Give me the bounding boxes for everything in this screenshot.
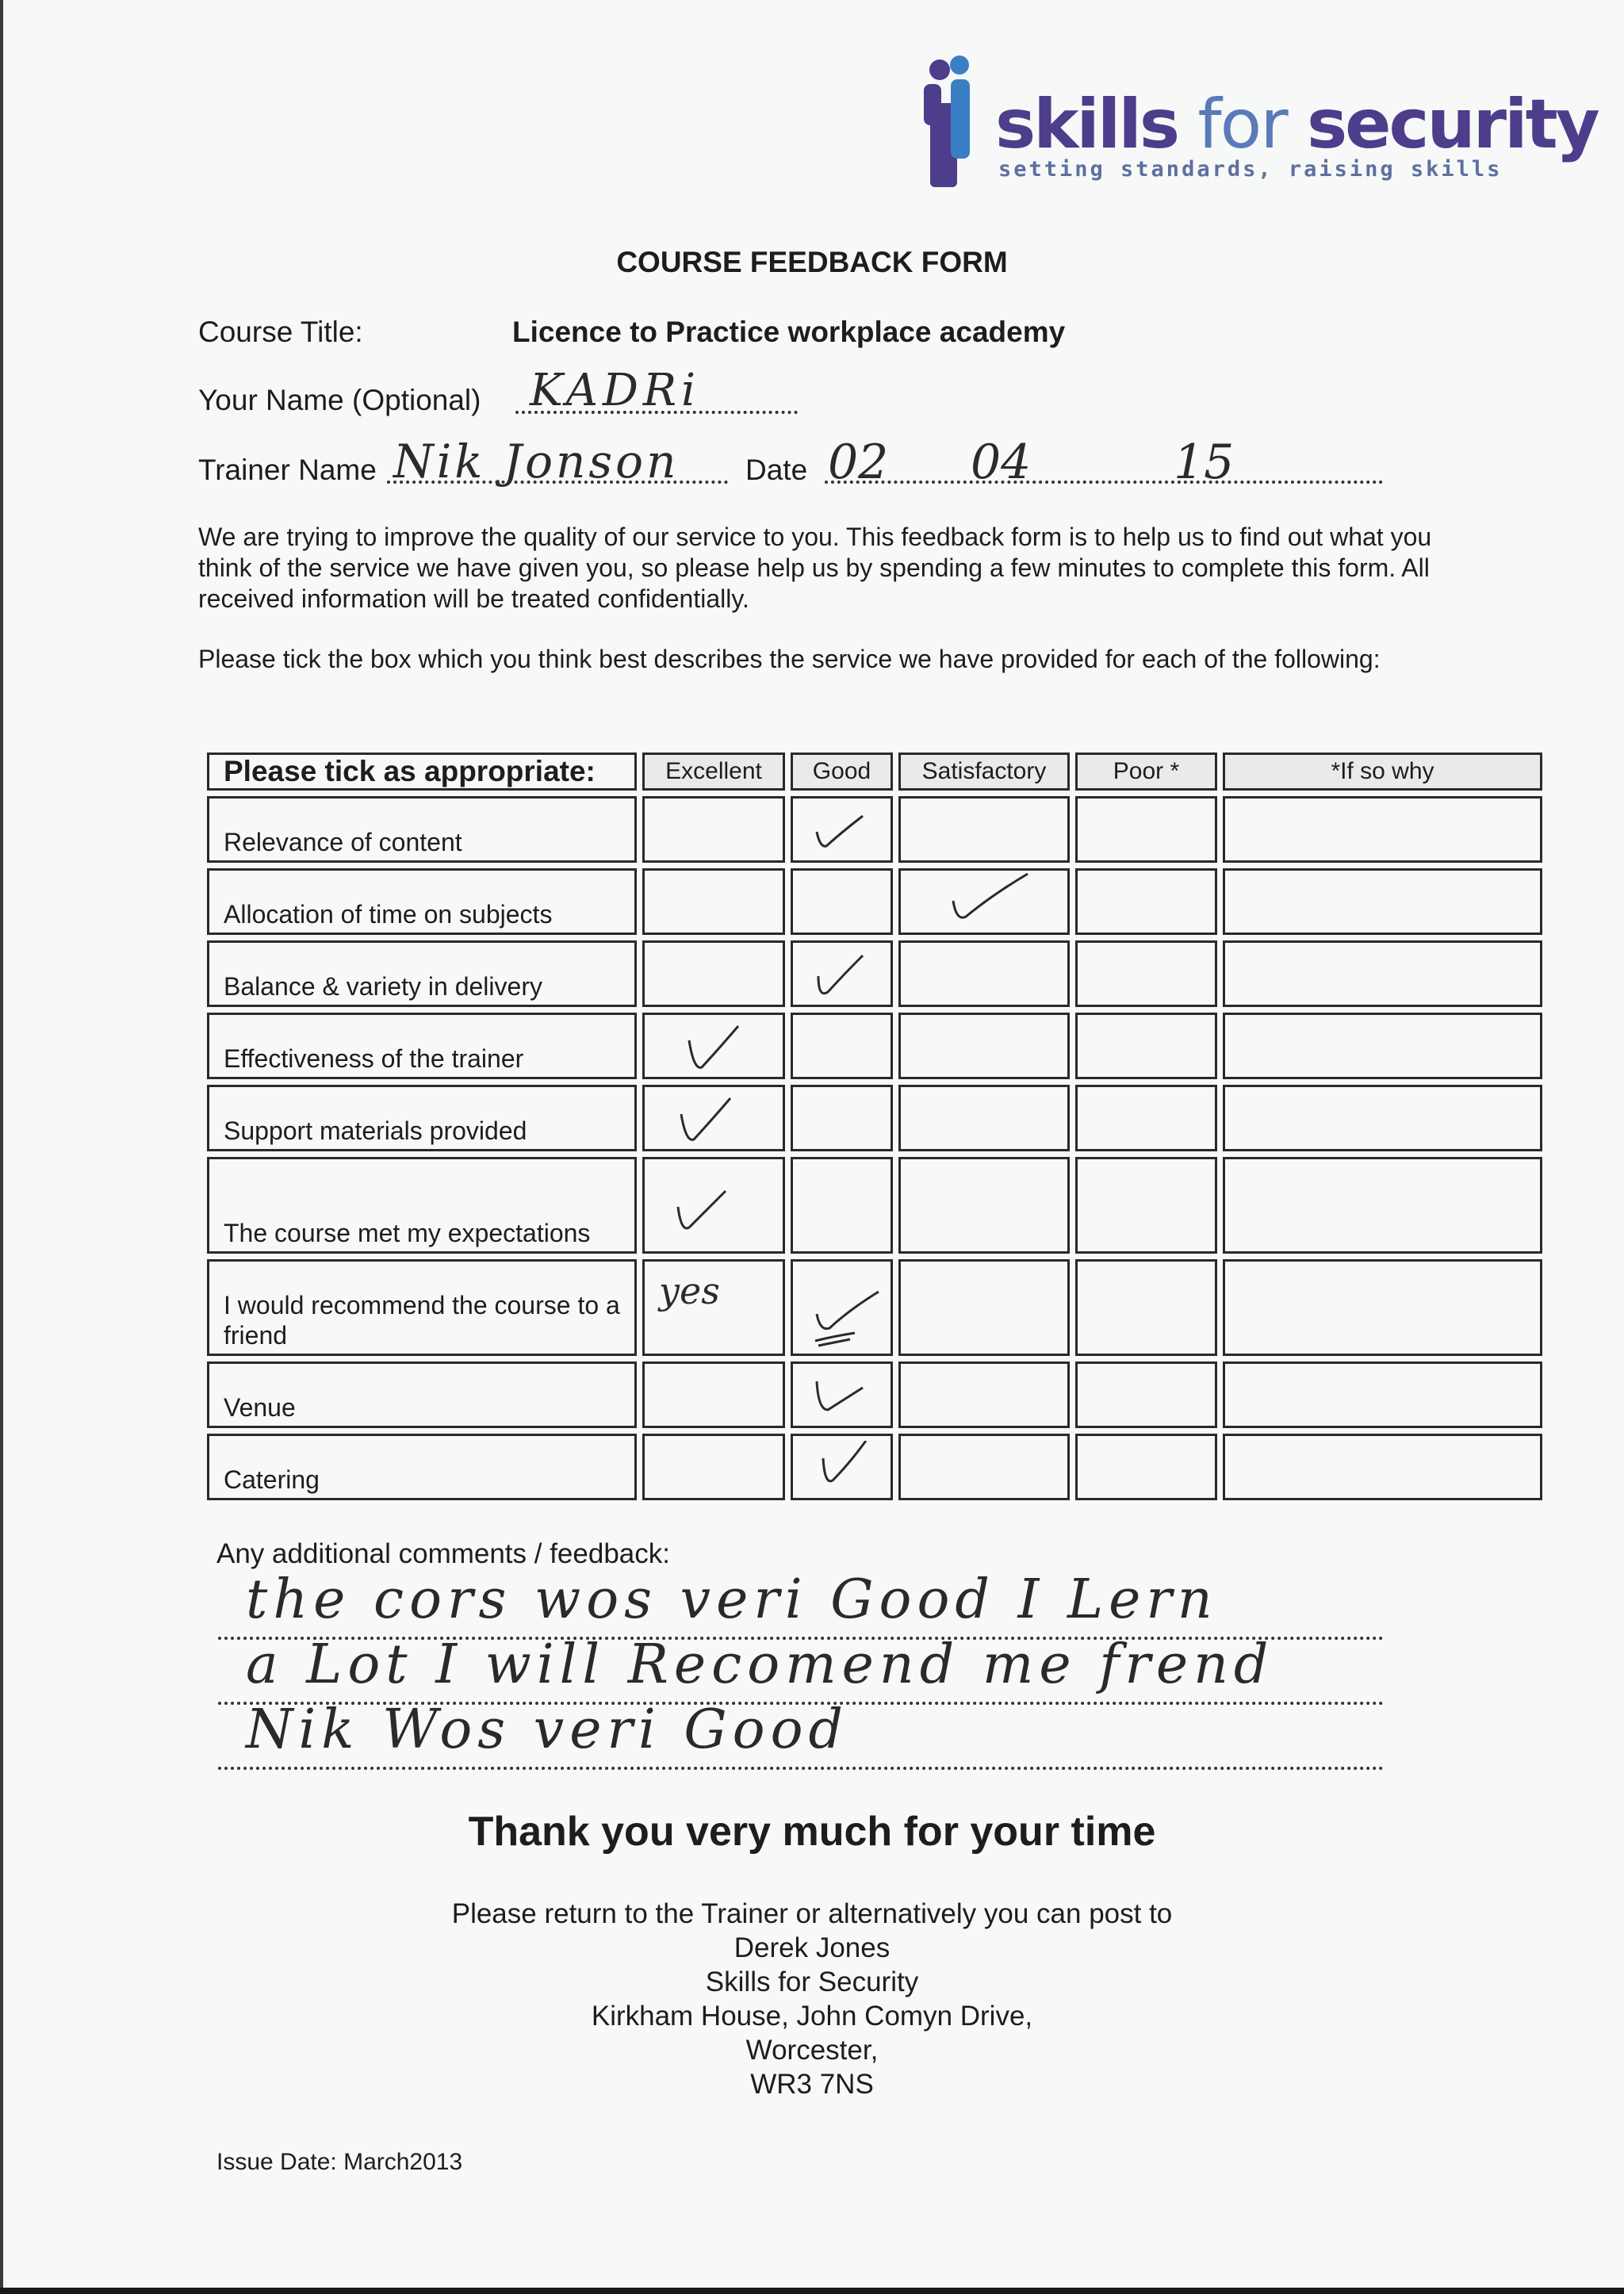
- table-row: [207, 1361, 1542, 1428]
- instruction-paragraph: Please tick the box which you think best describes the service we have provided for each of the following:: [198, 645, 1381, 673]
- cell-good[interactable]: [791, 940, 893, 1007]
- cell-if-so-why[interactable]: [1223, 868, 1542, 935]
- form-title: COURSE FEEDBACK FORM: [616, 246, 1008, 278]
- handwritten-yes: yes: [659, 1270, 720, 1312]
- cell-satisfactory[interactable]: [898, 940, 1070, 1007]
- comments-label: Any additional comments / feedback:: [216, 1538, 670, 1569]
- row-label-catering: Catering: [207, 1434, 637, 1500]
- cell-if-so-why[interactable]: [1223, 796, 1542, 863]
- row-label-met-expectations: The course met my expectations: [207, 1157, 637, 1254]
- cell-good[interactable]: [791, 1157, 893, 1254]
- cell-if-so-why[interactable]: [1223, 1361, 1542, 1428]
- header-tick-instruction: Please tick as appropriate:: [207, 753, 637, 791]
- comment-handwritten-line-3: Nik Wos veri Good: [246, 1698, 849, 1761]
- thank-you-heading: Thank you very much for your time: [468, 1809, 1156, 1855]
- cell-satisfactory[interactable]: [898, 1361, 1070, 1428]
- header-if-so-why: *If so why: [1223, 753, 1542, 791]
- trainer-name-label: Trainer Name: [198, 454, 377, 486]
- your-name-handwritten: KADRi: [530, 365, 700, 416]
- address-city: Worcester,: [745, 2035, 879, 2066]
- table-row: [207, 940, 1542, 1007]
- cell-poor[interactable]: [1075, 1434, 1217, 1500]
- your-name-label: Your Name (Optional): [198, 384, 481, 416]
- cell-satisfactory[interactable]: [898, 1013, 1070, 1079]
- brand-tagline: setting standards, raising skills: [998, 157, 1503, 182]
- cell-if-so-why[interactable]: [1223, 1434, 1542, 1500]
- people-figures-icon: [916, 56, 995, 190]
- cell-satisfactory[interactable]: [898, 1434, 1070, 1500]
- tick-mark-icon: [810, 1373, 866, 1421]
- tick-mark-icon: [673, 1186, 729, 1234]
- course-title-label: Course Title:: [198, 316, 363, 348]
- comment-handwritten-line-1: the cors wos veri Good I Lern: [246, 1568, 1218, 1631]
- date-field-line[interactable]: [825, 481, 1383, 484]
- brand-wordmark: [995, 85, 1598, 164]
- tick-mark-icon: [945, 872, 1032, 928]
- cell-good[interactable]: [791, 868, 893, 935]
- address-name: Derek Jones: [733, 1932, 891, 1963]
- cell-if-so-why[interactable]: [1223, 1013, 1542, 1079]
- row-label-allocation-of-time: Allocation of time on subjects: [207, 868, 637, 935]
- table-row: [207, 1259, 1542, 1356]
- cell-good[interactable]: [791, 1361, 893, 1428]
- table-row: [207, 1013, 1542, 1079]
- row-label-support-materials: Support materials provided: [207, 1085, 637, 1151]
- tick-mark-icon: [810, 808, 866, 856]
- cell-excellent[interactable]: [642, 1361, 785, 1428]
- cell-poor[interactable]: [1075, 868, 1217, 935]
- address-street: Kirkham House, John Comyn Drive,: [591, 2001, 1033, 2032]
- tick-mark-icon: [817, 1441, 872, 1488]
- row-label-effectiveness-trainer: Effectiveness of the trainer: [207, 1013, 637, 1079]
- comment-line-3[interactable]: [218, 1767, 1384, 1770]
- table-row: [207, 1085, 1542, 1151]
- header-satisfactory: Satisfactory: [898, 753, 1070, 791]
- date-label: Date: [745, 454, 808, 486]
- cell-excellent[interactable]: [642, 1434, 785, 1500]
- address-postcode: WR3 7NS: [750, 2069, 874, 2100]
- return-instruction: Please return to the Trainer or alternatively you can post to: [451, 1898, 1173, 1929]
- intro-paragraph: We are trying to improve the quality of our service to you. This feedback form is to help us to find out what you think of the service we have given you, so please help us by spending a few minutes to complete this form. All received information will be treated confidentially.: [198, 523, 1432, 613]
- table-row: [207, 1157, 1542, 1254]
- cell-satisfactory[interactable]: [898, 1157, 1070, 1254]
- cell-good[interactable]: [791, 1434, 893, 1500]
- course-title-value: Licence to Practice workplace academy: [512, 316, 1066, 348]
- cell-good[interactable]: [791, 796, 893, 863]
- cell-excellent[interactable]: [642, 868, 785, 935]
- date-day-handwritten: 02: [828, 435, 889, 490]
- scan-edge-bottom: [0, 2288, 1624, 2294]
- cell-if-so-why[interactable]: [1223, 1157, 1542, 1254]
- date-month-handwritten: 04: [971, 435, 1032, 490]
- cell-excellent[interactable]: [642, 940, 785, 1007]
- address-organisation: Skills for Security: [705, 1967, 919, 1997]
- header-excellent: Excellent: [642, 753, 785, 791]
- cell-excellent[interactable]: [642, 1085, 785, 1151]
- header-poor: Poor *: [1075, 753, 1217, 791]
- cell-poor[interactable]: [1075, 1085, 1217, 1151]
- cell-good[interactable]: [791, 1085, 893, 1151]
- feedback-table: [201, 747, 1548, 1506]
- tick-mark-icon: [810, 952, 866, 1000]
- cell-if-so-why[interactable]: [1223, 940, 1542, 1007]
- handwritten-note: [659, 1270, 741, 1322]
- cell-satisfactory[interactable]: [898, 868, 1070, 935]
- tick-mark-icon: [810, 1285, 882, 1349]
- cell-poor[interactable]: [1075, 1259, 1217, 1356]
- cell-poor[interactable]: [1075, 940, 1217, 1007]
- cell-poor[interactable]: [1075, 1157, 1217, 1254]
- table-row: [207, 868, 1542, 935]
- cell-excellent[interactable]: [642, 1259, 785, 1356]
- cell-satisfactory[interactable]: [898, 1085, 1070, 1151]
- table-header-row: [207, 753, 1542, 791]
- cell-excellent[interactable]: [642, 796, 785, 863]
- row-label-recommend-course: I would recommend the course to a friend: [207, 1259, 637, 1356]
- tick-mark-icon: [684, 1024, 740, 1072]
- cell-excellent[interactable]: [642, 1157, 785, 1254]
- cell-good[interactable]: [791, 1013, 893, 1079]
- table-row: [207, 796, 1542, 863]
- cell-poor[interactable]: [1075, 796, 1217, 863]
- cell-poor[interactable]: [1075, 1013, 1217, 1079]
- brand-word-for: for: [1178, 85, 1307, 164]
- cell-poor[interactable]: [1075, 1361, 1217, 1428]
- cell-excellent[interactable]: [642, 1013, 785, 1079]
- row-label-balance-variety: Balance & variety in delivery: [207, 940, 637, 1007]
- cell-satisfactory[interactable]: [898, 1259, 1070, 1356]
- brand-word-security: security: [1306, 85, 1598, 164]
- comment-handwritten-line-2: a Lot I will Recomend me frend: [246, 1633, 1274, 1696]
- cell-satisfactory[interactable]: [898, 796, 1070, 863]
- cell-if-so-why[interactable]: [1223, 1085, 1542, 1151]
- row-label-venue: Venue: [207, 1361, 637, 1428]
- cell-good[interactable]: [791, 1259, 893, 1356]
- brand-word-skills: skills: [995, 85, 1178, 164]
- cell-if-so-why[interactable]: [1223, 1259, 1542, 1356]
- issue-date: Issue Date: March2013: [216, 2149, 463, 2175]
- header-good: Good: [791, 753, 893, 791]
- table-row: [207, 1434, 1542, 1500]
- trainer-name-handwritten: Nik Jonson: [393, 435, 680, 488]
- tick-mark-icon: [676, 1097, 732, 1144]
- skills-for-security-logo: [916, 56, 1598, 190]
- date-year-handwritten: 15: [1174, 435, 1235, 490]
- row-label-relevance: Relevance of content: [207, 796, 637, 863]
